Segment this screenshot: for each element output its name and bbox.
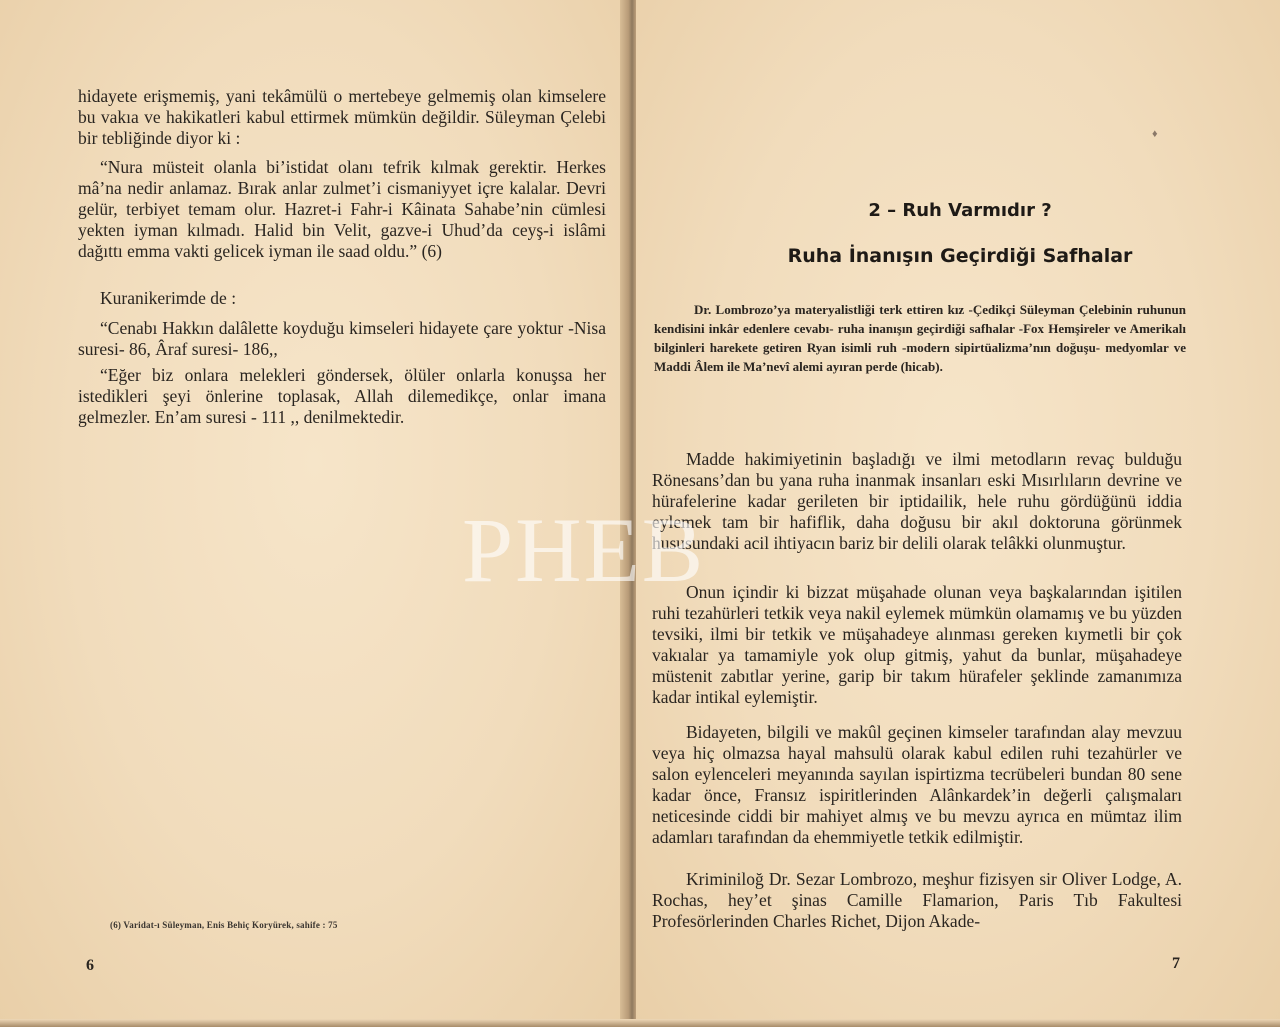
page-number-right: 7: [1172, 955, 1180, 972]
page-number-left: 6: [86, 957, 94, 974]
chapter-summary: Dr. Lombrozo’ya materyalistliği terk ettiren kız -Çedikçi Süleyman Çelebinin ruhunun kendisini inkâr edenlere cevabı- ruha inanışın geçirdiği safhalar -Fox Hemşireler ve Amerikalı bilginleri harekete getiren Ryan isimli ruh -modern sipirtüalizma’nın doğuşu- medyomlar ve Maddi Âlem ile Ma’nevî alemi ayıran perde (hicab).: [654, 302, 1186, 374]
right-paragraph-2: Onun içindir ki bizzat müşahade olunan veya başkalarından işitilen ruhi tezahürleri tetkik veya nakil eylemek mümkün olamamış ve bu yüzden tevsiki, ilmi bir tetkik ve müşahadeye alınması gereken kıymetli bir çok vakıalar ya tamamiyle yok olup gitmiş, yahut da bunlar, müşahadeye müstenit zabıtlar yerine, garip bir takım hürafeler şeklinde zamanımıza kadar intikal eylemiştir.: [652, 582, 1182, 707]
left-quote-suleyman-celebi: “Nura müsteit olanla bi’istidat olanı tefrik kılmak gerektir. Herkes mâ’na nedir anlamaz. Bırak anlar zulmet’i cismaniyyet içre kalalar. Devri gelür, terbiyet temam olur. Hazret-i Fahr-i Kâinata Sahabe’nin cümlesi yekten iyman kılmadı. Halid bin Velit, gazve-i Uhud’da ceyş-i islâmi dağıttı emma vakti gelicek iyman ile saad oldu.” (6): [78, 157, 606, 261]
book-bottom-edge: [0, 1019, 1280, 1027]
right-paragraph-3: Bidayeten, bilgili ve makûl geçinen kimseler tarafından alay mevzuu veya hiç olmazsa hayal mahsulü olarak kabul edilen ruhi tezahürler ve salon eylenceleri meyanında sayılan ispirtizma tecrübeleri bundan 80 sene kadar önce, Fransız ispiritlerinden Alânkardek’in değerli çalışmaları neticesinde ciddi bir mahiyet almış ve bu mevzu ayrıca en mümtaz ilim adamları tarafından da ehemmiyetle tetkik edilmiştir.: [652, 722, 1182, 847]
right-paragraph-1: Madde hakimiyetinin başladığı ve ilmi metodların revaç bulduğu Rönesans’dan bu yana ruha inanmak insanları eski Mısırlıların devrine ve hürafelerine kadar gerileten bir iptidailik, hele ruhu gördüğünü iddia eylemek tam bir hafiflik, daha doğusu bir akıl doktoruna görünmek hususundaki acil ihtiyacın bariz bir delili olarak telâkki olunmuştur.: [652, 449, 1182, 553]
left-paragraph-kuran: Kuranikerimde de :: [100, 288, 237, 308]
watermark: PHEB: [462, 499, 706, 601]
left-paragraph-1: hidayete erişmemiş, yani tekâmülü o mertebeye gelmemiş olan kimselere bu vakıa ve hakikatleri kabul ettirmek mümkün değildir. Süleyman Çelebi bir tebliğinde diyor ki :: [78, 86, 606, 148]
left-quote-nisa: “Cenabı Hakkın dalâlette koyduğu kimseleri hidayete çare yoktur -Nisa suresi- 86, Âraf suresi- 186,,: [78, 318, 606, 359]
left-quote-enam: “Eğer biz onlara melekleri göndersek, ölüler onlarla konuşsa her istedikleri şeyi önlerine toplasak, Allah dilemedikçe, onlar imana gelmezler. En’am suresi - 111 ,, denilmektedir.: [78, 365, 606, 427]
chapter-subtitle: Ruha İnanışın Geçirdiği Safhalar: [787, 245, 1133, 267]
right-paragraph-4: Kriminiloğ Dr. Sezar Lombrozo, meşhur fizisyen sir Oliver Lodge, A. Rochas, hey’et şinas Camille Flamarion, Paris Tıb Fakultesi Profesörlerinden Charles Richet, Dijon Akade-: [652, 869, 1182, 931]
page-speck: ♦: [1152, 128, 1158, 140]
chapter-heading: 2 – Ruh Varmıdır ?: [868, 200, 1052, 221]
footnote: (6) Varidat-ı Süleyman, Enis Behiç Koryürek, sahife : 75: [110, 920, 338, 930]
